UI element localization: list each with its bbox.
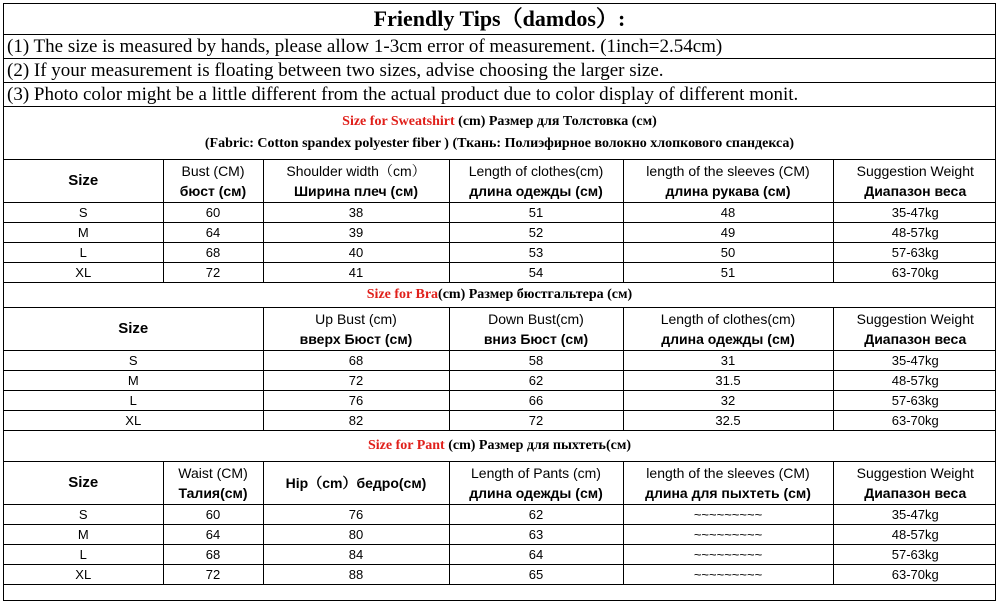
table-cell: 41	[263, 263, 449, 283]
bra-section-heading	[4, 283, 995, 308]
table-cell: 84	[263, 545, 449, 565]
table-cell: 72	[263, 371, 449, 391]
column-header: Suggestion Weight Диапазон веса	[833, 160, 996, 203]
table-cell: 35-47kg	[833, 505, 996, 525]
bra-heading-red: Size for Bra	[366, 287, 439, 302]
table-header-row	[4, 308, 996, 351]
table-cell: 62	[449, 371, 623, 391]
table-cell: 48-57kg	[833, 371, 996, 391]
column-header: Suggestion Weight Диапазон веса	[833, 462, 996, 505]
table-cell: 63	[449, 525, 623, 545]
sweatshirt-heading-red: Size for Sweatshirt	[342, 114, 455, 129]
table-row	[4, 545, 996, 565]
table-cell: 58	[449, 351, 623, 371]
table-cell: 64	[449, 545, 623, 565]
column-header: Length of clothes(cm) длина одежды (см)	[623, 308, 833, 351]
table-cell: 51	[449, 203, 623, 223]
table-cell: 66	[449, 391, 623, 411]
table-cell: 31	[623, 351, 833, 371]
table-cell: 50	[623, 243, 833, 263]
table-cell: 62	[449, 505, 623, 525]
tip-line: (2) If your measurement is floating between two sizes, advise choosing the larger size.	[4, 59, 995, 83]
table-row	[4, 505, 996, 525]
pant-heading-red: Size for Pant	[367, 438, 445, 453]
table-row	[4, 525, 996, 545]
table-cell: 57-63kg	[833, 391, 996, 411]
table-cell: 68	[263, 351, 449, 371]
column-header: Shoulder width（cm） Ширина плеч (см)	[263, 160, 449, 203]
sweatshirt-heading-rest: (cm) Размер для Толстовка (см)	[454, 114, 657, 129]
table-row	[4, 371, 996, 391]
table-cell: 63-70kg	[833, 411, 996, 431]
table-cell: 65	[449, 565, 623, 585]
sweatshirt-size-table	[4, 160, 996, 283]
table-cell: 64	[163, 525, 263, 545]
table-cell: 63-70kg	[833, 263, 996, 283]
table-cell: ~~~~~~~~~	[623, 565, 833, 585]
table-cell: 72	[449, 411, 623, 431]
table-cell: S	[4, 203, 163, 223]
table-cell: ~~~~~~~~~	[623, 545, 833, 565]
column-header: Length of Pants (cm) длина одежды (см)	[449, 462, 623, 505]
table-cell: L	[4, 545, 163, 565]
column-header: Down Bust(cm) вниз Бюст (см)	[449, 308, 623, 351]
table-cell: 64	[163, 223, 263, 243]
table-cell: L	[4, 243, 163, 263]
table-cell: 48-57kg	[833, 525, 996, 545]
table-cell: M	[4, 371, 263, 391]
table-cell: 52	[449, 223, 623, 243]
column-header: Waist (CM) Талия(см)	[163, 462, 263, 505]
table-cell: 39	[263, 223, 449, 243]
table-cell: 35-47kg	[833, 203, 996, 223]
table-row	[4, 203, 996, 223]
table-cell: 48-57kg	[833, 223, 996, 243]
pant-section-heading	[4, 431, 995, 462]
pant-heading-rest: (cm) Размер для пыхтеть(см)	[444, 438, 632, 453]
table-cell: 32.5	[623, 411, 833, 431]
table-cell: 48	[623, 203, 833, 223]
table-cell: 40	[263, 243, 449, 263]
column-header: Suggestion Weight Диапазон веса	[833, 308, 996, 351]
bra-size-table	[4, 308, 996, 431]
table-cell: 49	[623, 223, 833, 243]
table-cell: 51	[623, 263, 833, 283]
column-header: Size	[4, 160, 163, 203]
column-header: Length of clothes(cm) длина одежды (см)	[449, 160, 623, 203]
pant-size-table	[4, 462, 996, 585]
table-cell: 31.5	[623, 371, 833, 391]
bra-heading-rest: (cm) Размер бюстгальтера (см)	[438, 287, 633, 302]
column-header: length of the sleeves (CM) длина для пыхтеть (см)	[623, 462, 833, 505]
table-cell: L	[4, 391, 263, 411]
table-cell: 35-47kg	[833, 351, 996, 371]
table-cell: 68	[163, 243, 263, 263]
table-header-row	[4, 462, 996, 505]
table-cell: XL	[4, 565, 163, 585]
table-cell: ~~~~~~~~~	[623, 505, 833, 525]
table-cell: 80	[263, 525, 449, 545]
table-row	[4, 565, 996, 585]
column-header: Hip（cm）бедро(см)	[263, 462, 449, 505]
table-row	[4, 223, 996, 243]
table-header-row	[4, 160, 996, 203]
table-row	[4, 263, 996, 283]
table-row	[4, 411, 996, 431]
table-cell: 53	[449, 243, 623, 263]
size-chart-sheet	[3, 3, 996, 601]
table-cell: 57-63kg	[833, 545, 996, 565]
table-cell: 63-70kg	[833, 565, 996, 585]
table-cell: 60	[163, 505, 263, 525]
table-row	[4, 243, 996, 263]
table-cell: 76	[263, 505, 449, 525]
table-cell: 72	[163, 263, 263, 283]
table-cell: 32	[623, 391, 833, 411]
column-header: Size	[4, 462, 163, 505]
table-row	[4, 351, 996, 371]
sweatshirt-fabric-note: (Fabric: Cotton spandex polyester fiber ) (Ткань: Полиэфирное волокно хлопкового спандекса)	[204, 136, 795, 151]
table-cell: 72	[163, 565, 263, 585]
table-cell: 60	[163, 203, 263, 223]
table-cell: XL	[4, 263, 163, 283]
column-header: length of the sleeves (CM) длина рукава (см)	[623, 160, 833, 203]
table-cell: M	[4, 525, 163, 545]
column-header: Size	[4, 308, 263, 351]
tip-line: (3) Photo color might be a little different from the actual product due to color display of different monit.	[4, 83, 995, 107]
table-cell: 82	[263, 411, 449, 431]
table-cell: S	[4, 351, 263, 371]
table-cell: M	[4, 223, 163, 243]
sweatshirt-section-heading	[4, 107, 995, 160]
table-cell: 88	[263, 565, 449, 585]
table-cell: 38	[263, 203, 449, 223]
table-row	[4, 391, 996, 411]
column-header: Bust (CM) бюст (см)	[163, 160, 263, 203]
column-header: Up Bust (cm) вверх Бюст (см)	[263, 308, 449, 351]
table-cell: XL	[4, 411, 263, 431]
table-cell: 68	[163, 545, 263, 565]
page-title: Friendly Tips（damdos）:	[4, 4, 995, 35]
table-cell: 57-63kg	[833, 243, 996, 263]
table-cell: 76	[263, 391, 449, 411]
tip-line: (1) The size is measured by hands, please allow 1-3cm error of measurement. (1inch=2.54cm)	[4, 35, 995, 59]
table-cell: 54	[449, 263, 623, 283]
table-cell: ~~~~~~~~~	[623, 525, 833, 545]
table-cell: S	[4, 505, 163, 525]
